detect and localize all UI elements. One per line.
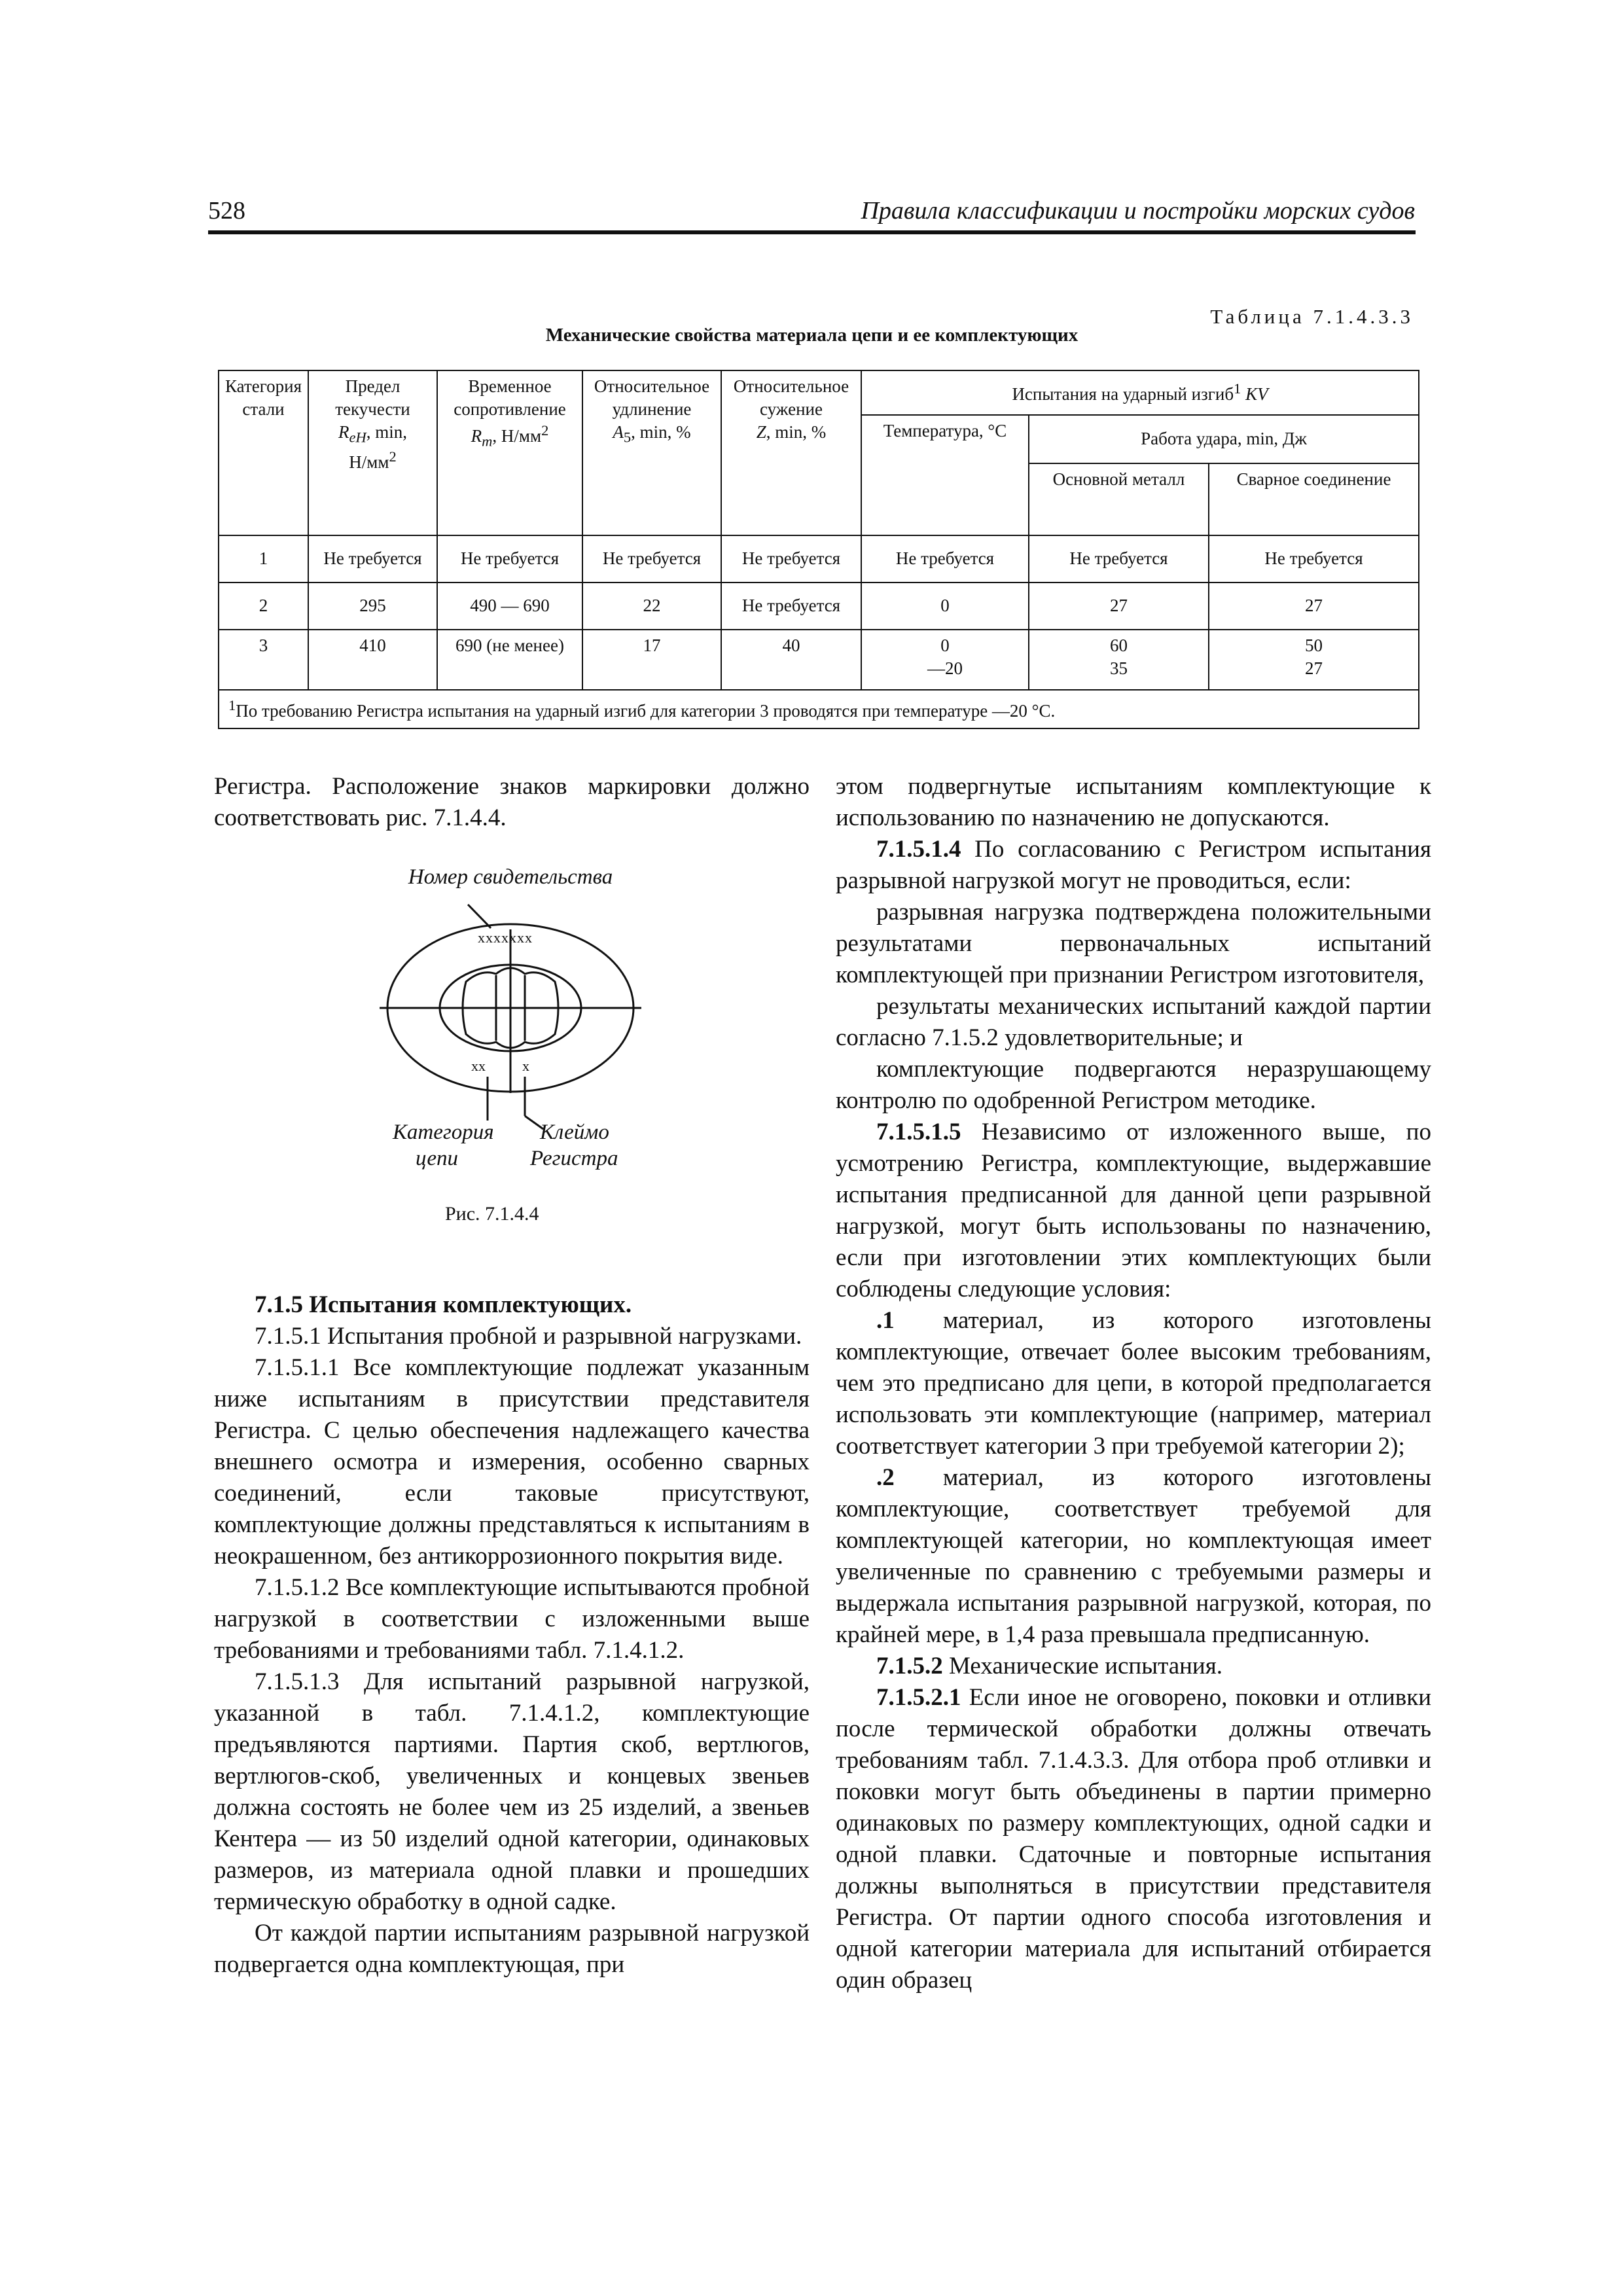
running-title: Правила классификации и постройки морских судов (861, 197, 1415, 224)
left-column-top (214, 771, 810, 834)
figure-label-stamp: Клеймо (540, 1121, 609, 1144)
header-reduction: Относительное сужение Z, min, % (721, 370, 861, 535)
paragraph: разрывная нагрузка подтверждена положительными результатами первоначальных испытаний комплектующей при признании Регистром изготовителя, (836, 899, 1431, 988)
table-cell: Не требуется (721, 535, 861, 583)
table-cell: 27 (1029, 583, 1209, 630)
table-cell: 490 — 690 (437, 583, 582, 630)
table-cell: Не требуется (308, 535, 437, 583)
paragraph: 7.1.5.1.4 По согласованию с Регистром испытания разрывной нагрузкой могут не проводиться, если: (836, 836, 1431, 894)
header-base-metal: Основной металл (1029, 463, 1209, 535)
paragraph: 7.1.5.2.1 Если иное не оговорено, поковки и отливки после термической обработки должны отвечать требованиям табл. 7.1.4.3.3. Для отбора проб отливки и поковки могут быть объединены в партии примерно одинаковых по размеру комплектующих, одной садки и одной плавки. Сдаточные и повторные испытания должны выполняться в присутствии представителя Регистра. От партии одного способа изготовления и одной категории материала для испытаний отбирается один образец (836, 1684, 1431, 1994)
table-cell: 0 —20 (861, 630, 1029, 690)
table-cell: Не требуется (721, 583, 861, 630)
paragraph: результаты механических испытаний каждой партии согласно 7.1.5.2 удовлетворительные; и (836, 993, 1431, 1051)
header-energy: Работа удара, min, Дж (1029, 415, 1419, 463)
paragraph: Регистра. Расположение знаков маркировки должно соответствовать рис. 7.1.4.4. (214, 773, 810, 831)
paragraph: комплектующие подвергаются неразрушающему контролю по одобренной Регистром методике. (836, 1056, 1431, 1114)
paragraph: 7.1.5.2 Механические испытания. (876, 1653, 1223, 1679)
table-cell: 3 (219, 630, 308, 690)
table-cell: Не требуется (1209, 535, 1419, 583)
chain-link-marking-figure (353, 864, 668, 1204)
left-column (214, 1289, 810, 1981)
header-rule (208, 230, 1416, 234)
table-cell: 410 (308, 630, 437, 690)
right-column (836, 771, 1431, 1996)
figure-caption: Рис. 7.1.4.4 (445, 1203, 539, 1225)
figure-marks-certificate: xxxxxxx (478, 929, 533, 946)
page-number: 528 (208, 197, 245, 224)
header-tensile: Временное сопротивление $R_m$, $Н/мм^2$ (437, 370, 582, 535)
table-cell: Не требуется (861, 535, 1029, 583)
figure-marks-category: xx (471, 1058, 486, 1074)
paragraph: 7.1.5.1.2 Все комплектующие испытываются пробной нагрузкой в соответствии с изложенными выше требованиями и требованиями табл. 7.1.4.1.2. (214, 1574, 810, 1664)
paragraph: 7.1.5.1.5 Независимо от изложенного выше, по усмотрению Регистра, комплектующие, выдержавшие испытания предписанной для данной цепи разрывной нагрузкой, могут быть использованы по назначению, если при изготовлении этих комплектующих были соблюдены следующие условия: (836, 1119, 1431, 1302)
leader-certificate (468, 905, 491, 928)
list-item: .1 материал, из которого изготовлены комплектующие, отвечает более высоким требованиям, чем это предписано для цепи, в которой предполагается использовать эти комплектующие (например, материал соответствует категории 3 при требуемой категории 2); (836, 1307, 1431, 1460)
figure-label-certificate: Номер свидетельства (408, 865, 613, 889)
header-temperature: Температура, °С (861, 415, 1029, 535)
paragraph: этом подвергнутые испытаниям комплектующие к использованию по назначению не допускаются. (836, 773, 1431, 831)
table-cell: 50 27 (1209, 630, 1419, 690)
table-cell: Не требуется (437, 535, 582, 583)
table-cell: 17 (582, 630, 721, 690)
table-cell: 40 (721, 630, 861, 690)
table-cell: 0 (861, 583, 1029, 630)
table-cell: 690 (не менее) (437, 630, 582, 690)
paragraph: От каждой партии испытаниям разрывной нагрузкой подвергается одна комплектующая, при (214, 1920, 810, 1978)
header-impact: Испытания на ударный изгиб$^1$ KV (861, 370, 1419, 415)
paragraph: 7.1.5.1.3 Для испытаний разрывной нагрузкой, указанной в табл. 7.1.4.1.2, комплектующие предъявляются партиями. Партия скоб, вертлюгов, вертлюгов-скоб, увеличенных и концевых звеньев должна состоять не более чем из 25 изделий, а звеньев Кентера — из 50 изделий одной категории, одинаковых размеров, из материала одной плавки и прошедших термическую обработку в одной садке. (214, 1668, 810, 1915)
header-weld: Сварное соединение (1209, 463, 1419, 535)
paragraph: 7.1.5.1 Испытания пробной и разрывной нагрузками. (255, 1323, 802, 1350)
figure-label-category: Категория (393, 1121, 494, 1144)
table-footnote: $^1$По требованию Регистра испытания на ударный изгиб для категории 3 проводятся при температуре —20 °С. (219, 690, 1419, 728)
section-heading: 7.1.5 Испытания комплектующих. (255, 1291, 632, 1318)
chain-link-drawing (353, 864, 668, 1204)
table-cell: 60 35 (1029, 630, 1209, 690)
figure-label-stamp-2: Регистра (530, 1147, 618, 1170)
table-label: Таблица 7.1.4.3.3 (1210, 305, 1414, 328)
paragraph: 7.1.5.1.1 Все комплектующие подлежат указанным ниже испытаниям в присутствии представителя Регистра. С целью обеспечения надлежащего качества внешнего осмотра и измерения, особенно сварных соединений, если таковые присутствуют, комплектующие должны представляться к испытаниям в неокрашенном, без антикоррозионного покрытия виде. (214, 1354, 810, 1570)
header-elongation: Относительное удлинение $A_5$, min, % (582, 370, 721, 535)
figure-label-category-2: цепи (416, 1147, 458, 1170)
header-yield: Предел текучести $R_{eH}$, min, $Н/мм^2$ (308, 370, 437, 535)
table-cell: Не требуется (1029, 535, 1209, 583)
list-item: .2 материал, из которого изготовлены комплектующие, соответствует требуемой для комплектующей категории, но комплектующая имеет увеличенные по сравнению с требуемыми размеры и выдержала испытания разрывной нагрузкой, которая, по крайней мере, в 1,4 раза превышала предписанную. (836, 1464, 1431, 1648)
table-cell: 295 (308, 583, 437, 630)
table-cell: 27 (1209, 583, 1419, 630)
table-cell: 22 (582, 583, 721, 630)
mechanical-properties-table (218, 370, 1419, 729)
header-category: Категория стали (219, 370, 308, 535)
table-title: Механические свойства материала цепи и ее комплектующих (545, 325, 1079, 346)
figure-marks-stamp: x (522, 1058, 529, 1074)
table-cell: 2 (219, 583, 308, 630)
table-cell: Не требуется (582, 535, 721, 583)
table-cell: 1 (219, 535, 308, 583)
